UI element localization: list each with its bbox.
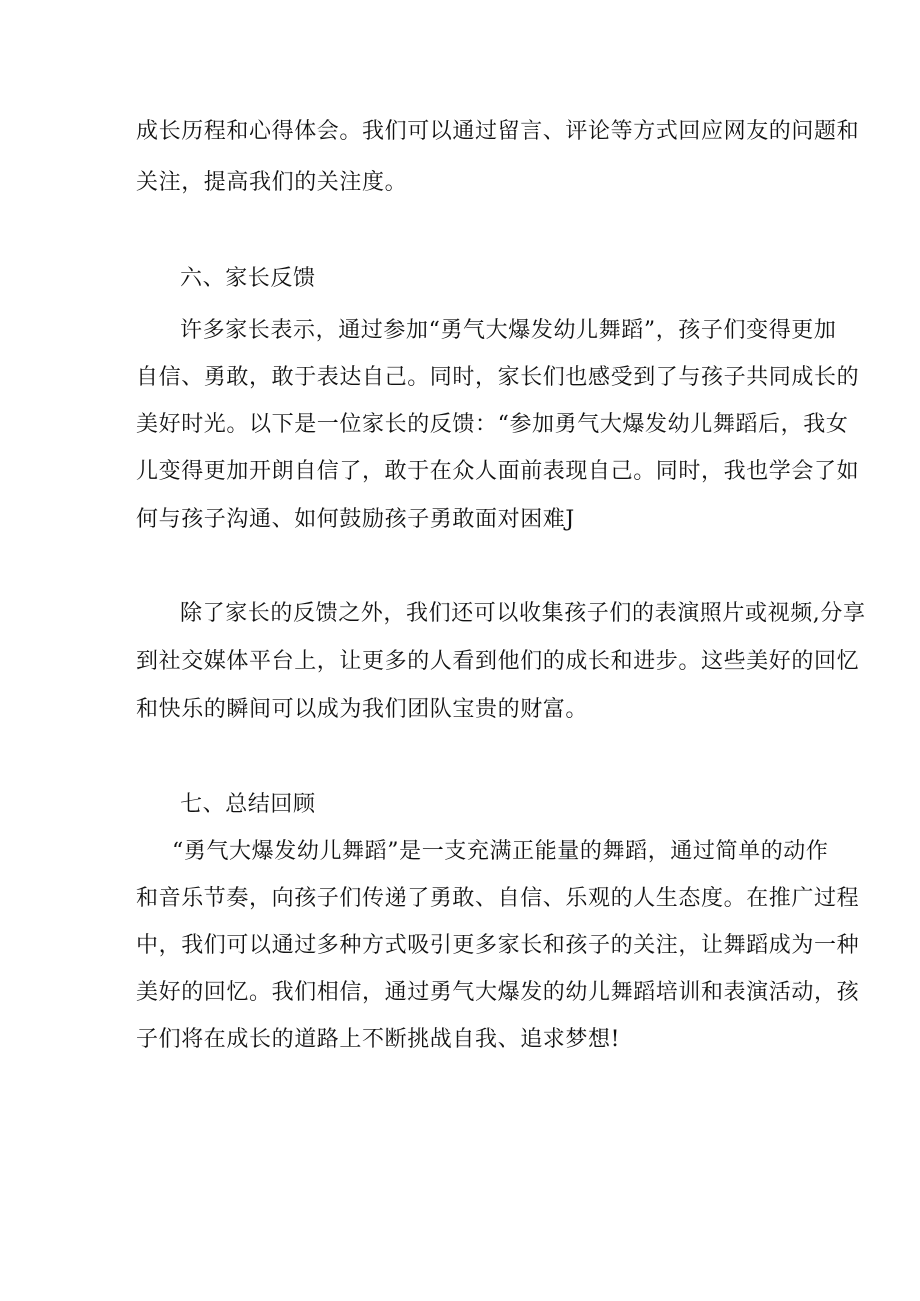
paragraph-line: 美好的回忆。我们相信，通过勇气大爆发的幼儿舞蹈培训和表演活动，孩 <box>136 980 860 1005</box>
paragraph-line: 美好时光。以下是一位家长的反馈：“参加勇气大爆发幼儿舞蹈后，我女 <box>136 412 849 437</box>
paragraph-line: 子们将在成长的道路上不断挑战自我、追求梦想! <box>136 1027 621 1052</box>
paragraph-line: 到社交媒体平台上，让更多的人看到他们的成长和进步。这些美好的回忆 <box>136 649 860 674</box>
paragraph-line: 自信、勇敢，敢于表达自己。同时，家长们也感受到了与孩子共同成长的 <box>136 365 860 390</box>
paragraph-line: 成长历程和心得体会。我们可以通过留言、评论等方式回应网友的问题和 <box>136 119 860 144</box>
paragraph-line: 和音乐节奏，向孩子们传递了勇敢、自信、乐观的人生态度。在推广过程 <box>136 886 860 911</box>
section-heading-6: 六、家长反馈 <box>180 266 316 291</box>
paragraph-line: “勇气大爆发幼儿舞蹈”是一支充满正能量的舞蹈，通过简单的动作 <box>172 839 829 864</box>
paragraph-line: 中，我们可以通过多种方式吸引更多家长和孩子的关注，让舞蹈成为一种 <box>136 933 860 958</box>
paragraph-line: 许多家长表示，通过参加“勇气大爆发幼儿舞蹈”，孩子们变得更加 <box>180 318 837 343</box>
section-heading-7: 七、总结回顾 <box>180 792 316 817</box>
paragraph-line: 关注，提高我们的关注度。 <box>136 170 408 195</box>
paragraph-line: 和快乐的瞬间可以成为我们团队宝贵的财富。 <box>136 697 589 722</box>
paragraph-line: 儿变得更加开朗自信了，敢于在众人面前表现自己。同时，我也学会了如 <box>136 459 860 484</box>
paragraph-line: 何与孩子沟通、如何鼓励孩子勇敢面对困难J <box>136 507 575 532</box>
paragraph-line: 除了家长的反馈之外，我们还可以收集孩子们的表演照片或视频,分享 <box>180 601 866 626</box>
